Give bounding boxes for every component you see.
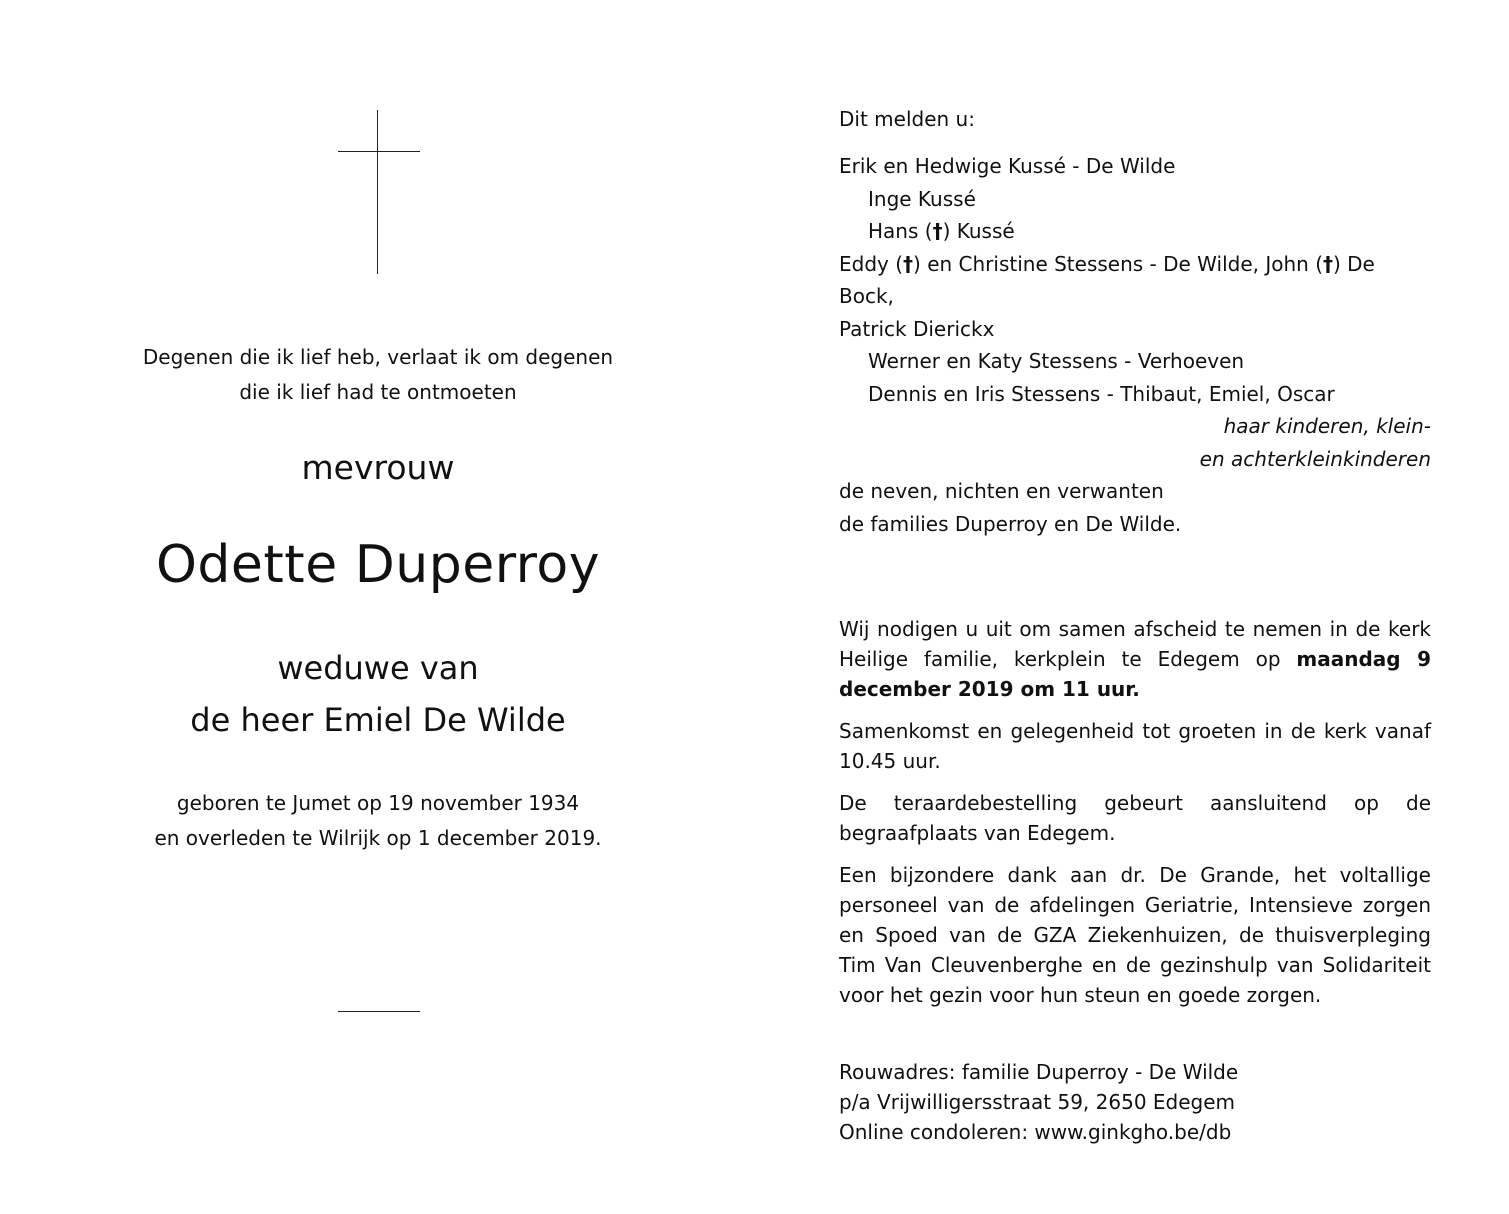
family-line: Werner en Katy Stessens - Verhoeven: [868, 349, 1245, 373]
announcement-heading: Dit melden u:: [839, 107, 975, 131]
cross-icon-bar: [338, 151, 420, 152]
thanks-paragraph: Een bijzondere dank aan dr. De Grande, het voltallige personeel van de afdelingen Geriatrie, Intensieve zorgen en Spoed van de GZA Ziekenhuizen, de thuisverpleging Tim Van Cleuvenberghe en de gezinshulp van Solidariteit voor het gezin voor hun steun en goede zorgen.: [839, 863, 1431, 1007]
life-dates: [0, 786, 756, 856]
family-line: Erik en Hedwige Kussé - De Wilde: [839, 154, 1176, 178]
family-text: Eddy (: [839, 251, 904, 276]
condolence-line: Online condoleren: www.ginkgho.be/db: [839, 1120, 1232, 1144]
service-date: maandag 9 december 2019 om 11 uur.: [839, 647, 1432, 701]
widow-line: de heer Emiel De Wilde: [190, 701, 566, 739]
mourning-address: [839, 1057, 1431, 1147]
quote-line: Degenen die ik lief heb, verlaat ik om degenen: [142, 345, 614, 369]
birth-line: geboren te Jumet op 19 november 1934: [176, 791, 580, 815]
family-line: de families Duperroy en De Wilde.: [839, 511, 1182, 536]
divider: [338, 1011, 420, 1012]
family-text: ) Kussé: [942, 219, 1015, 243]
widow-of: [0, 642, 756, 746]
widow-line: weduwe van: [277, 649, 479, 687]
death-line: en overleden te Wilrijk op 1 december 2019.: [154, 826, 602, 850]
family-text: ) De Bock,: [839, 251, 1375, 308]
quote-line: die ik lief had te ontmoeten: [239, 380, 517, 404]
dagger-icon: †: [932, 219, 943, 243]
address-line: p/a Vrijwilligersstraat 59, 2650 Edegem: [839, 1090, 1236, 1114]
family-line: Dennis en Iris Stessens - Thibaut, Emiel, Oscar: [868, 381, 1335, 406]
family-line: de neven, nichten en verwanten: [839, 479, 1164, 503]
family-relation: haar kinderen, klein-: [1223, 414, 1431, 438]
invitation-text: [839, 614, 1431, 1022]
deceased-name: Odette Duperroy: [155, 535, 600, 595]
family-line: [839, 215, 1431, 248]
family-line: Patrick Dierickx: [839, 316, 995, 341]
honorific-title: mevrouw: [301, 448, 455, 487]
burial-paragraph: De teraardebestelling gebeurt aansluitend op de begraafplaats van Edegem.: [839, 791, 1431, 845]
invitation-paragraph: [839, 614, 1431, 704]
family-line: Inge Kussé: [868, 186, 976, 211]
family-relation: en achterkleinkinderen: [1199, 446, 1431, 471]
dagger-icon: †: [1323, 251, 1333, 276]
invitation-text-span: Wij nodigen u uit om samen afscheid te nemen in de kerk Heilige familie, kerkplein te Edegem op: [839, 617, 1431, 671]
family-list: [839, 150, 1431, 540]
right-panel: [839, 0, 1431, 1214]
gathering-paragraph: Samenkomst en gelegenheid tot groeten in de kerk vanaf 10.45 uur.: [839, 719, 1431, 773]
family-text: ) en Christine Stessens - De Wilde, John (: [913, 251, 1323, 276]
dagger-icon: †: [903, 251, 914, 276]
family-line: [839, 248, 1431, 313]
memorial-quote: [0, 340, 756, 410]
family-text: Hans (: [868, 219, 933, 243]
cross-icon: [377, 110, 378, 274]
address-line: Rouwadres: familie Duperroy - De Wilde: [839, 1060, 1239, 1084]
